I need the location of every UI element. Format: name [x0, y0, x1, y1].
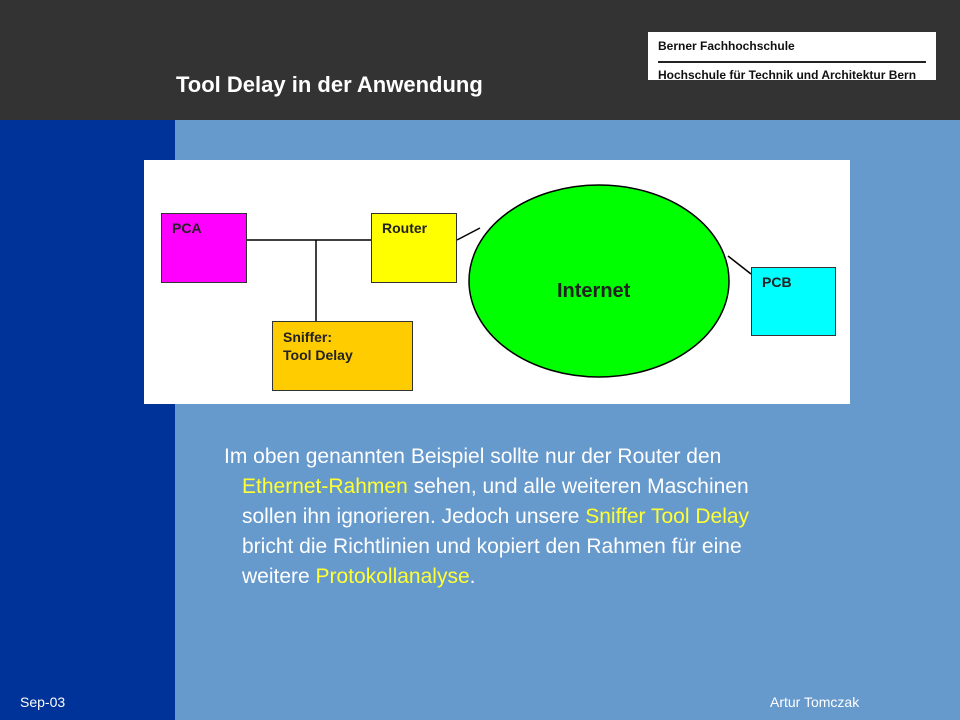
institution-logo	[648, 32, 936, 80]
router-internet-link	[457, 228, 480, 240]
body-line-1	[224, 442, 924, 472]
internet-label: Internet	[557, 280, 631, 302]
highlight-protokollanalyse: Protokollanalyse	[315, 565, 470, 588]
body-line-3	[224, 502, 924, 532]
sniffer-label-line1: Sniffer:	[283, 329, 332, 345]
footer-date: Sep-03	[20, 694, 66, 710]
body-text-3: sollen ihn ignorieren. Jedoch unsere	[242, 505, 586, 528]
sniffer-label-line2: Tool Delay	[283, 347, 353, 363]
body-line-2	[224, 472, 924, 502]
internet-pcb-link	[728, 256, 751, 274]
body-text-2: sehen, und alle weiteren Maschinen	[407, 475, 749, 498]
diagram-connections	[144, 160, 850, 404]
body-text-1: Im oben genannten Beispiel sollte nur der Router den	[224, 445, 722, 468]
pcb-node	[751, 267, 836, 336]
footer-author: Artur Tomczak	[770, 694, 860, 710]
body-line-4	[224, 532, 924, 562]
logo-line-2: Hochschule für Technik und Architektur Bern	[658, 61, 926, 83]
logo-line-1: Berner Fachhochschule	[658, 39, 795, 53]
body-line-5	[224, 562, 924, 592]
sniffer-node	[272, 321, 413, 391]
highlight-ethernet-rahmen: Ethernet-Rahmen	[242, 475, 408, 498]
pca-label: PCA	[172, 220, 202, 236]
highlight-sniffer-tool-delay: Sniffer Tool Delay	[585, 505, 750, 528]
body-text-4: bricht die Richtlinien und kopiert den Rahmen für eine	[242, 535, 742, 558]
network-diagram	[144, 160, 850, 404]
pca-node	[161, 213, 247, 283]
router-node	[371, 213, 457, 283]
pcb-label: PCB	[762, 274, 792, 290]
slide-title: Tool Delay in der Anwendung	[176, 72, 483, 97]
body-paragraph	[224, 442, 924, 592]
body-text-5: weitere	[242, 565, 316, 588]
router-label: Router	[382, 220, 428, 236]
body-text-6: .	[469, 565, 476, 588]
